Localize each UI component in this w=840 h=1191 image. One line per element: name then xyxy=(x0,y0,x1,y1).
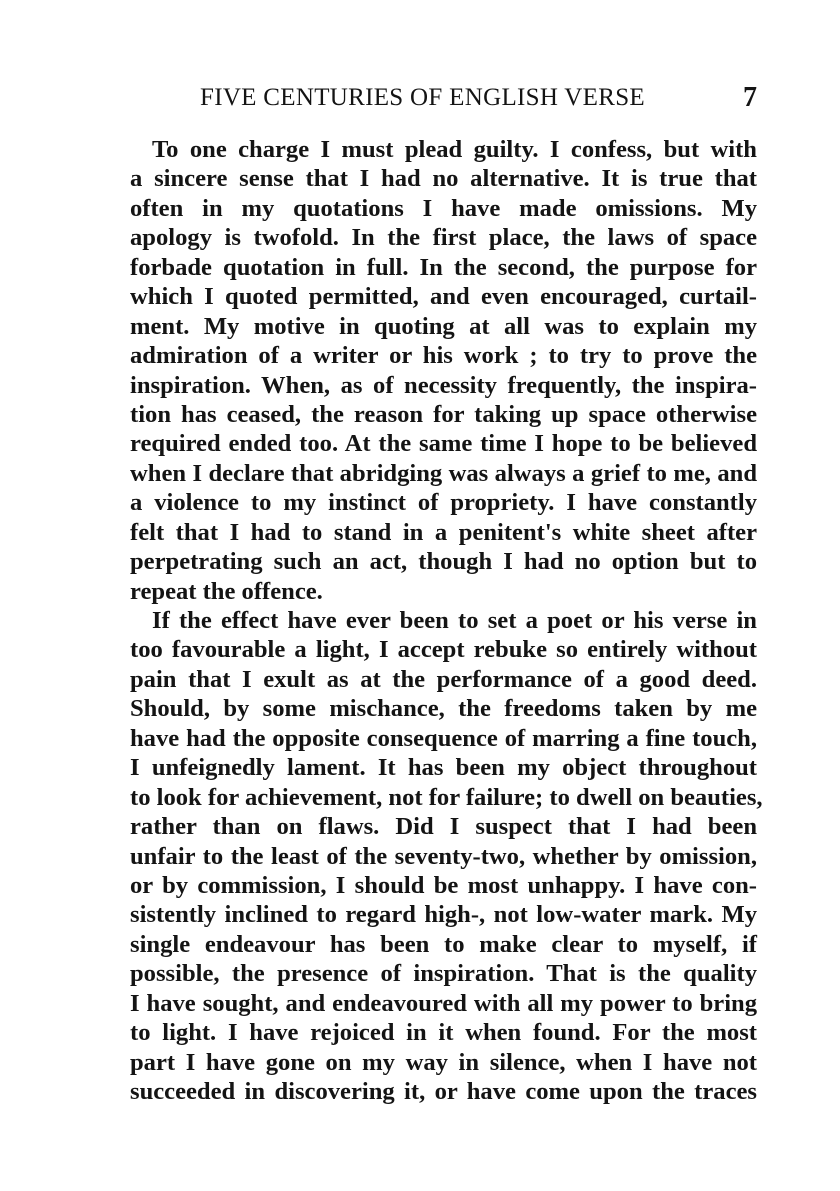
text-line: or by commission, I should be most unhappy. I have con- xyxy=(130,871,757,899)
text-line: unfair to the least of the seventy-two, whether by omission, xyxy=(130,842,757,870)
running-title: FIVE CENTURIES OF ENGLISH VERSE xyxy=(200,84,645,111)
text-line: a sincere sense that I had no alternative. It is true that xyxy=(130,165,757,193)
paragraph-1 xyxy=(130,135,757,606)
paragraph-2 xyxy=(130,606,763,1106)
text-line: To one charge I must plead guilty. I confess, but with xyxy=(152,136,757,163)
text-line: repeat the offence. xyxy=(130,577,323,605)
text-line: a violence to my instinct of propriety. I have constantly xyxy=(130,489,757,517)
body-text xyxy=(130,135,763,1106)
text-line: to light. I have rejoiced in it when found. For the most xyxy=(130,1019,757,1047)
text-line: perpetrating such an act, though I had no option but to xyxy=(130,548,757,576)
text-line: inspiration. When, as of necessity frequently, the inspira- xyxy=(130,371,757,399)
text-line: too favourable a light, I accept rebuke so entirely without xyxy=(130,636,757,664)
text-line: to look for achievement, not for failure; to dwell on beauties, xyxy=(130,783,763,811)
text-line: forbade quotation in full. In the second, the purpose for xyxy=(130,253,757,281)
text-line: when I declare that abridging was always a grief to me, and xyxy=(130,459,757,487)
text-line: pain that I exult as at the performance of a good deed. xyxy=(130,665,757,693)
text-line: admiration of a writer or his work ; to try to prove the xyxy=(130,342,757,370)
running-head xyxy=(130,84,757,118)
text-line: apology is twofold. In the first place, the laws of space xyxy=(130,224,757,252)
text-line: rather than on flaws. Did I suspect that I had been xyxy=(130,813,757,841)
text-line: part I have gone on my way in silence, when I have not xyxy=(130,1048,757,1076)
text-line: single endeavour has been to make clear to myself, if xyxy=(130,930,757,958)
text-line: succeeded in discovering it, or have come upon the traces xyxy=(130,1078,757,1105)
text-line: ment. My motive in quoting at all was to explain my xyxy=(130,312,757,340)
text-line: often in my quotations I have made omissions. My xyxy=(130,194,757,222)
text-line: tion has ceased, the reason for taking up space otherwise xyxy=(130,400,757,428)
text-line: possible, the presence of inspiration. That is the quality xyxy=(130,960,757,988)
text-line: If the effect have ever been to set a poet or his verse in xyxy=(152,607,757,634)
text-line: Should, by some mischance, the freedoms taken by me xyxy=(130,695,757,723)
text-line: have had the opposite consequence of marring a fine touch, xyxy=(130,724,757,752)
text-line: sistently inclined to regard high-, not low-water mark. My xyxy=(130,901,757,929)
text-line: which I quoted permitted, and even encouraged, curtail- xyxy=(130,283,757,311)
text-line: felt that I had to stand in a penitent's white sheet after xyxy=(130,518,757,546)
text-line: I have sought, and endeavoured with all my power to bring xyxy=(130,989,757,1017)
text-line: I unfeignedly lament. It has been my object throughout xyxy=(130,754,757,782)
text-line: required ended too. At the same time I hope to be believed xyxy=(130,430,757,458)
page-number: 7 xyxy=(743,82,757,113)
